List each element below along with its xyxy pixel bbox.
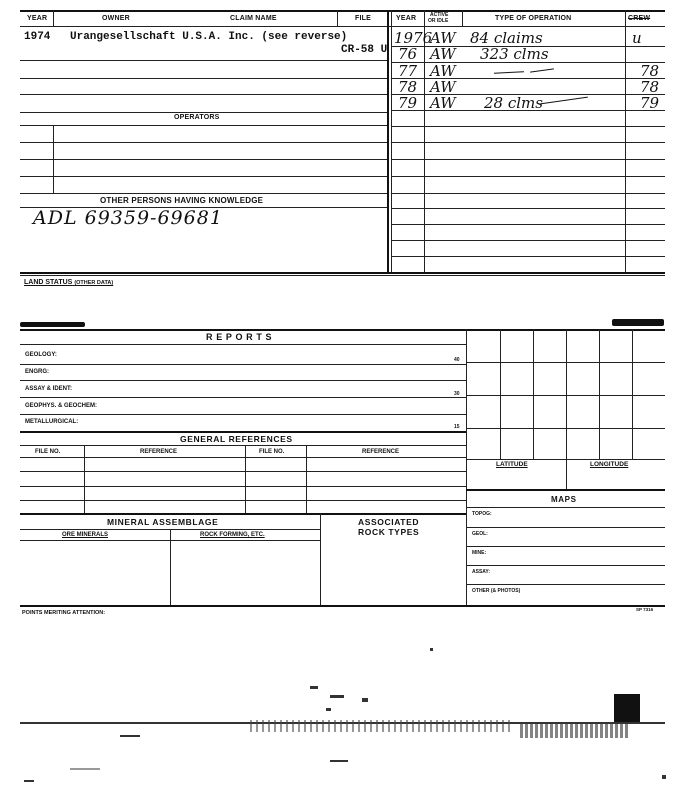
type-of-operation-header: TYPE OF OPERATION xyxy=(495,15,572,22)
latitude-label: LATITUDE xyxy=(496,461,528,468)
report-line xyxy=(20,380,466,381)
row-line xyxy=(20,159,387,160)
report-line xyxy=(20,397,466,398)
op-row-2-year: 76 xyxy=(398,45,418,63)
col-line xyxy=(53,10,54,26)
grid-col xyxy=(500,329,501,459)
land-status-label xyxy=(24,279,113,286)
op-row-line xyxy=(391,208,665,209)
grid-col xyxy=(566,329,567,459)
report-metallurgical-num: 15 xyxy=(454,424,460,430)
col-line xyxy=(462,10,463,26)
report-line xyxy=(20,364,466,365)
col-line xyxy=(424,10,425,272)
report-assay-num: 30 xyxy=(454,391,460,397)
op-row-5-crew: 79 xyxy=(640,94,660,112)
reports-title-line xyxy=(20,344,466,345)
gen-ref-reference-1: REFERENCE xyxy=(140,449,178,455)
report-geology-num: 40 xyxy=(454,357,460,363)
report-line xyxy=(20,431,466,433)
map-assay: ASSAY: xyxy=(472,569,491,575)
scan-speck xyxy=(120,735,140,737)
top-table-bottom-inner xyxy=(20,275,665,276)
general-references-title: GENERAL REFERENCES xyxy=(180,434,293,444)
dash-mark xyxy=(540,97,588,105)
longitude-label: LONGITUDE xyxy=(590,461,629,468)
maps-title: MAPS xyxy=(551,495,577,504)
mineral-assemblage-title: MINERAL ASSEMBLAGE xyxy=(107,517,219,527)
other-persons-entry: ADL 69359-69681 xyxy=(33,207,223,229)
gen-ref-reference-2: REFERENCE xyxy=(362,449,400,455)
gen-ref-title-line xyxy=(20,445,466,446)
lat-long-divider xyxy=(566,459,567,489)
op-row-3-status: AW xyxy=(430,62,456,80)
op-row-line xyxy=(391,159,665,160)
op-row-1-operation: 84 claims xyxy=(470,29,543,47)
row-line xyxy=(20,193,387,194)
op-row-1-crew: u xyxy=(632,29,642,47)
points-meriting-label: POINTS MERITING ATTENTION: xyxy=(22,610,106,616)
scan-noise-band xyxy=(520,722,630,738)
rock-types-label: ROCK TYPES xyxy=(358,527,420,537)
gen-ref-row-line xyxy=(20,500,466,501)
grid-row xyxy=(466,428,665,429)
op-row-5-year: 79 xyxy=(398,94,418,112)
land-status-text: LAND STATUS xyxy=(24,279,73,286)
op-row-line xyxy=(391,224,665,225)
operators-underline xyxy=(20,125,387,126)
maps-row-line xyxy=(466,527,665,528)
operators-title: OPERATORS xyxy=(174,114,220,121)
op-row-1-status: AW xyxy=(430,29,456,47)
assemblage-header-line xyxy=(20,540,320,541)
file-header: FILE xyxy=(355,15,371,22)
center-divider xyxy=(387,10,389,272)
land-status-sub: (OTHER DATA) xyxy=(74,280,114,286)
op-row-4-year: 78 xyxy=(398,78,418,96)
row-line xyxy=(20,112,387,113)
report-assay: ASSAY & IDENT: xyxy=(25,386,73,392)
op-row-line xyxy=(391,176,665,177)
form-code: SP 7316 xyxy=(636,607,654,612)
maps-row-line xyxy=(466,584,665,585)
gen-ref-col xyxy=(84,445,85,513)
smudge-mark xyxy=(20,322,85,327)
op-row-3-year: 77 xyxy=(398,62,418,80)
gen-ref-col xyxy=(306,445,307,513)
lat-long-bottom xyxy=(466,489,665,491)
op-row-2-operation: 323 clms xyxy=(480,45,549,63)
col-line xyxy=(337,10,338,26)
op-row-line xyxy=(391,142,665,143)
year-header: YEAR xyxy=(27,15,48,22)
maps-row-line xyxy=(466,565,665,566)
scan-speck xyxy=(330,760,348,762)
owner-year: 1974 xyxy=(24,31,51,43)
gen-ref-file-no-2: FILE NO. xyxy=(259,449,285,455)
dash-mark xyxy=(494,71,524,74)
report-engrg: ENGRG: xyxy=(25,369,49,375)
op-row-5-operation: 28 clms xyxy=(484,94,543,112)
header-underline xyxy=(20,26,665,27)
map-topog: TOPOG: xyxy=(472,511,492,517)
grid-col xyxy=(599,329,600,459)
gen-ref-row-line xyxy=(20,471,466,472)
reports-title: R E P O R T S xyxy=(206,332,273,342)
dash-mark xyxy=(530,68,554,72)
form-bottom-border xyxy=(20,605,665,607)
claim-name-header: CLAIM NAME xyxy=(230,15,277,22)
report-geology: GEOLOGY: xyxy=(25,352,57,358)
active-header: ACTIVE xyxy=(430,12,449,18)
map-mine: MINE: xyxy=(472,550,487,556)
file-number: CR-58 U xyxy=(341,44,388,56)
smudge-mark xyxy=(612,319,664,326)
op-row-line xyxy=(391,126,665,127)
scan-noise-band xyxy=(250,720,510,732)
or-idle-header: OR IDLE xyxy=(428,18,449,24)
scan-black-patch xyxy=(614,694,640,722)
map-geol: GEOL: xyxy=(472,531,488,537)
maps-row-line xyxy=(466,546,665,547)
row-line xyxy=(20,78,387,79)
map-other: OTHER (& PHOTOS) xyxy=(472,588,521,594)
op-row-3-crew: 78 xyxy=(640,62,660,80)
year2-header: YEAR xyxy=(396,15,417,22)
maps-title-line xyxy=(466,507,665,508)
gen-ref-col xyxy=(245,445,246,513)
scan-speck xyxy=(70,768,100,770)
associated-label: ASSOCIATED xyxy=(358,517,420,527)
row-line xyxy=(20,142,387,143)
op-row-4-status: AW xyxy=(430,78,456,96)
grid-row xyxy=(466,395,665,396)
other-persons-title: OTHER PERSONS HAVING KNOWLEDGE xyxy=(100,196,264,205)
op-row-line xyxy=(391,256,665,257)
scan-speck xyxy=(24,780,34,782)
op-row-line xyxy=(391,240,665,241)
op-row-2-status: AW xyxy=(430,45,456,63)
row-line xyxy=(20,94,387,95)
gen-ref-file-no-1: FILE NO. xyxy=(35,449,61,455)
scan-speck xyxy=(662,775,666,779)
grid-col xyxy=(632,329,633,459)
scan-speck xyxy=(310,686,318,689)
owner-header: OWNER xyxy=(102,15,130,22)
crew-header: CREW xyxy=(628,15,651,22)
top-border xyxy=(20,10,665,12)
assoc-rock-divider xyxy=(320,513,321,606)
scan-speck xyxy=(326,708,331,711)
center-divider-inner xyxy=(391,10,392,272)
grid-row xyxy=(466,362,665,363)
col-line xyxy=(53,125,54,193)
report-metallurgical: METALLURGICAL: xyxy=(25,419,79,425)
gen-ref-bottom xyxy=(20,513,466,515)
scan-speck xyxy=(330,695,344,698)
report-geophys: GEOPHYS. & GEOCHEM: xyxy=(25,403,98,409)
grid-col xyxy=(533,329,534,459)
owner-name: Urangesellschaft U.S.A. Inc. (see reverse) xyxy=(70,31,348,43)
report-line xyxy=(20,414,466,415)
op-row-4-crew: 78 xyxy=(640,78,660,96)
reports-top-border xyxy=(20,329,665,331)
row-line xyxy=(20,60,387,61)
op-row-line xyxy=(391,193,665,194)
rock-forming-label: ROCK FORMING, ETC. xyxy=(200,532,265,538)
ore-minerals-label: ORE MINERALS xyxy=(62,532,109,538)
op-row-5-status: AW xyxy=(430,94,456,112)
gen-ref-header-line xyxy=(20,457,466,458)
col-line xyxy=(625,10,626,272)
scan-speck xyxy=(430,648,433,651)
scan-speck xyxy=(362,698,368,702)
gen-ref-row-line xyxy=(20,486,466,487)
top-table-bottom xyxy=(20,272,665,274)
op-row-1-year: 1976 xyxy=(394,29,433,47)
row-line xyxy=(20,176,387,177)
